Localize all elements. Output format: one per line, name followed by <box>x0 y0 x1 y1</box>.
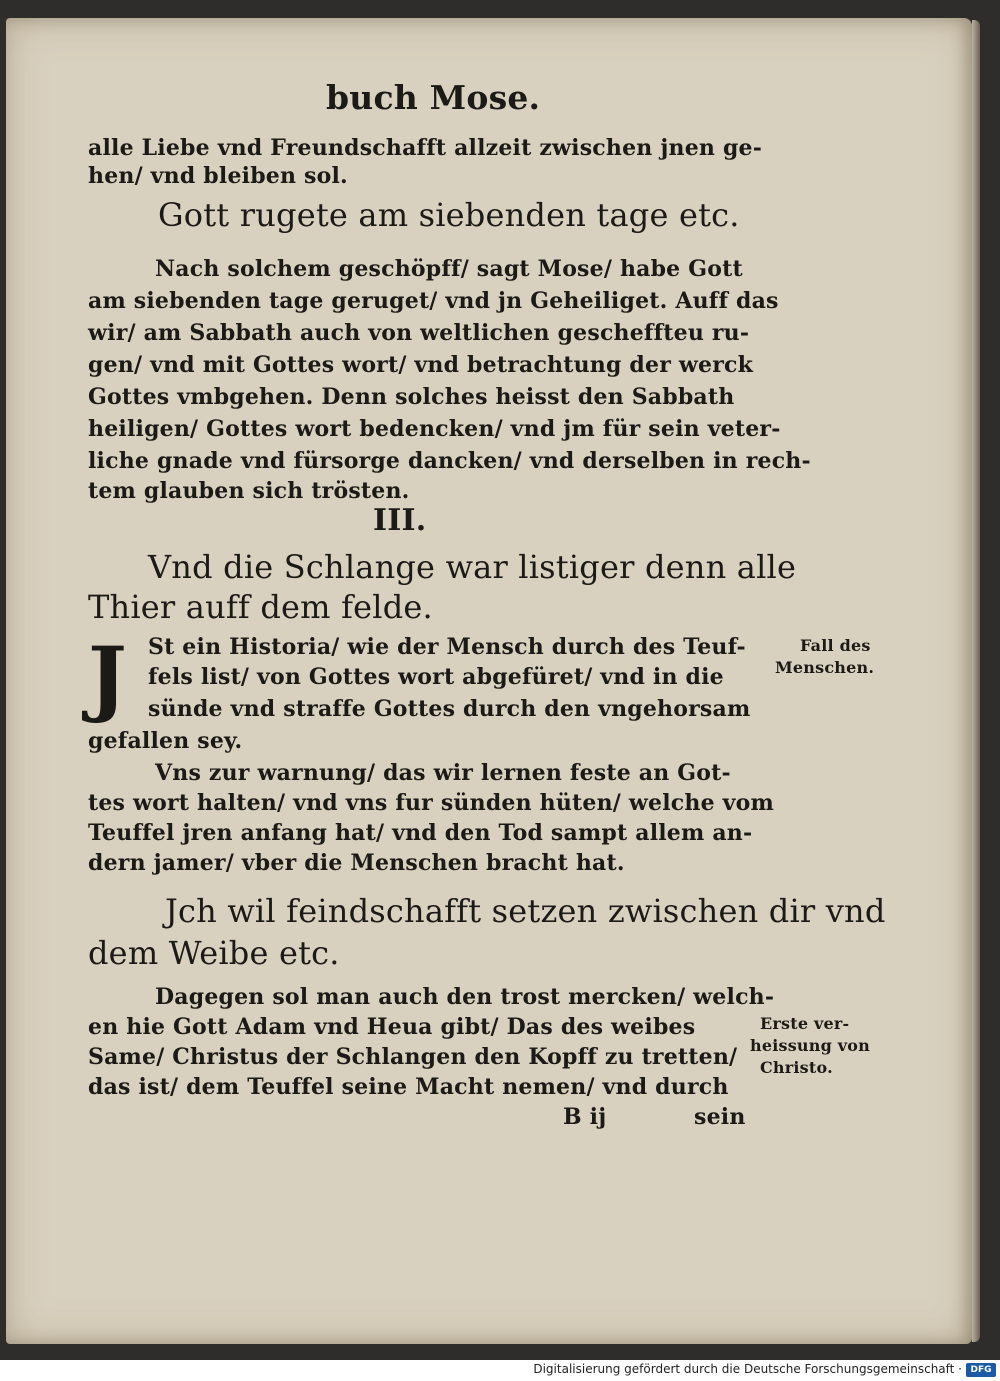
section-heading: Jch wil feindschafft setzen zwischen dir vnd <box>165 892 886 930</box>
text-line: hen/ vnd bleiben sol. <box>88 163 348 189</box>
text-line: tem glauben sich trösten. <box>88 478 410 504</box>
text-line: liche gnade vnd fürsorge dancken/ vnd derselben in rech- <box>88 448 811 474</box>
running-head: buch Mose. <box>326 78 541 117</box>
drop-cap: J <box>88 630 127 726</box>
text-line: St ein Historia/ wie der Mensch durch des Teuf- <box>148 634 746 660</box>
page-edge <box>972 20 980 1342</box>
text-line: das ist/ dem Teuffel seine Macht nemen/ vnd durch <box>88 1074 729 1100</box>
text-line: wir/ am Sabbath auch von weltlichen gescheffteu ru- <box>88 320 750 346</box>
text-line: tes wort halten/ vnd vns fur sünden hüten/ welche vom <box>88 790 774 816</box>
dfg-logo-icon: DFG <box>966 1363 996 1377</box>
text-line: gefallen sey. <box>88 728 243 754</box>
text-line: Nach solchem geschöpff/ sagt Mose/ habe Gott <box>155 256 743 282</box>
signature-mark: B ij <box>563 1104 607 1130</box>
text-line: en hie Gott Adam vnd Heua gibt/ Das des weibes <box>88 1014 696 1040</box>
text-line: fels list/ von Gottes wort abgefüret/ vnd in die <box>148 664 724 690</box>
marginal-note: Fall des <box>800 636 871 655</box>
section-heading: Thier auff dem felde. <box>88 588 433 626</box>
catchword: sein <box>694 1104 746 1130</box>
text-line: Dagegen sol man auch den trost mercken/ welch- <box>155 984 775 1010</box>
text-line: am siebenden tage geruget/ vnd jn Geheiliget. Auff das <box>88 288 779 314</box>
text-line: dern jamer/ vber die Menschen bracht hat. <box>88 850 625 876</box>
marginal-note: Erste ver- <box>760 1014 850 1033</box>
text-line: alle Liebe vnd Freundschafft allzeit zwischen jnen ge- <box>88 135 763 161</box>
section-number: III. <box>373 503 427 538</box>
marginal-note: heissung von <box>750 1036 870 1055</box>
text-line: Vns zur warnung/ das wir lernen feste an Got- <box>155 760 731 786</box>
marginal-note: Christo. <box>760 1058 833 1077</box>
text-line: gen/ vnd mit Gottes wort/ vnd betrachtung der werck <box>88 352 754 378</box>
text-line: Same/ Christus der Schlangen den Kopff zu tretten/ <box>88 1044 738 1070</box>
marginal-note: Menschen. <box>775 658 875 677</box>
text-line: Gottes vmbgehen. Denn solches heisst den Sabbath <box>88 384 735 410</box>
text-line: Teuffel jren anfang hat/ vnd den Tod sampt allem an- <box>88 820 753 846</box>
text-line: sünde vnd straffe Gottes durch den vngehorsam <box>148 696 751 722</box>
footer-bar <box>0 1360 1000 1381</box>
section-heading: Gott rugete am siebenden tage etc. <box>158 196 740 234</box>
text-line: heiligen/ Gottes wort bedencken/ vnd jm für sein veter- <box>88 416 781 442</box>
footer-credit: Digitalisierung gefördert durch die Deutsche Forschungsgemeinschaft · <box>533 1362 962 1376</box>
section-heading: Vnd die Schlange war listiger denn alle <box>148 548 797 586</box>
section-heading: dem Weibe etc. <box>88 934 340 972</box>
